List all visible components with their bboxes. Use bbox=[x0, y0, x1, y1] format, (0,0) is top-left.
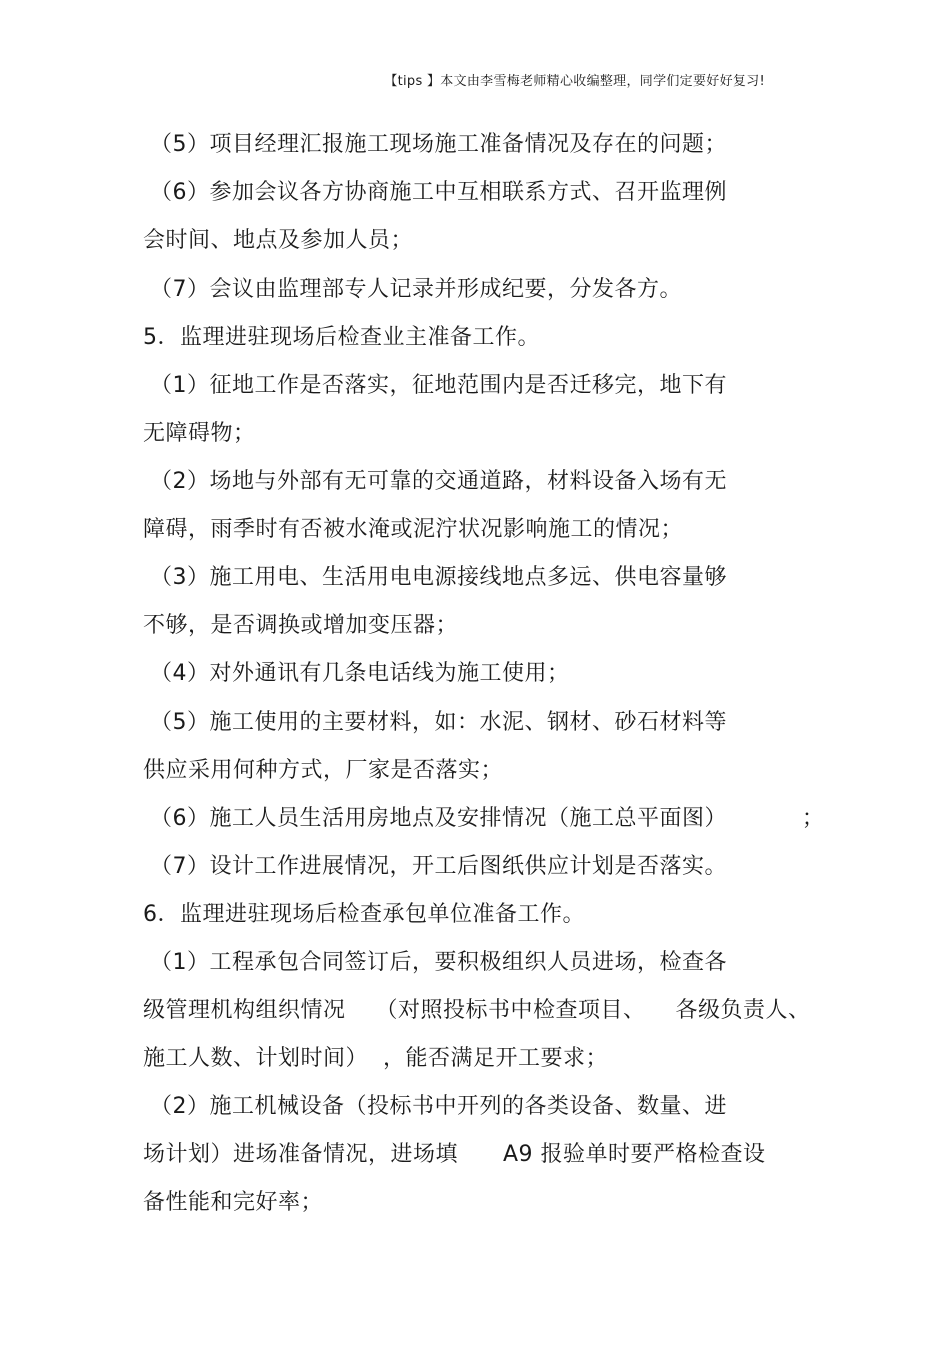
section-heading: 5．监理进驻现场后检查业主准备工作。 bbox=[143, 325, 540, 350]
section-heading: 6．监理进驻现场后检查承包单位准备工作。 bbox=[143, 902, 585, 927]
text-line: 障碍，雨季时有否被水淹或泥泞状况影响施工的情况； bbox=[143, 517, 684, 542]
text-line: 场计划）进场准备情况，进场填 A9 报验单时要严格检查设 bbox=[143, 1142, 766, 1167]
text-line: （3）施工用电、生活用电电源接线地点多远、供电容量够 bbox=[150, 565, 727, 590]
text-line: 级管理机构组织情况 （对照投标书中检查项目、 各级负责人、 bbox=[143, 998, 811, 1023]
text-line: 备性能和完好率； bbox=[143, 1190, 324, 1215]
text-line: （2）施工机械设备（投标书中开列的各类设备、数量、进 bbox=[150, 1094, 727, 1119]
text-line: （1）征地工作是否落实，征地范围内是否迁移完，地下有 bbox=[150, 373, 727, 398]
text-line: （1）工程承包合同签订后，要积极组织人员进场，检查各 bbox=[150, 950, 727, 975]
text-line: （2）场地与外部有无可靠的交通道路，材料设备入场有无 bbox=[150, 469, 727, 494]
text-line: 不够，是否调换或增加变压器； bbox=[143, 613, 459, 638]
text-line: （6）施工人员生活用房地点及安排情况（施工总平面图） ； bbox=[150, 806, 825, 831]
text-line: （7）设计工作进展情况，开工后图纸供应计划是否落实。 bbox=[150, 854, 727, 879]
text-line: （6）参加会议各方协商施工中互相联系方式、召开监理例 bbox=[150, 180, 727, 205]
text-line: 施工人数、计划时间） ，能否满足开工要求； bbox=[143, 1046, 608, 1071]
text-line: （5）施工使用的主要材料，如：水泥、钢材、砂石材料等 bbox=[150, 710, 727, 735]
text-line: （4）对外通讯有几条电话线为施工使用； bbox=[150, 661, 570, 686]
text-line: 会时间、地点及参加人员； bbox=[143, 228, 414, 253]
text-line: 无障碍物； bbox=[143, 421, 256, 446]
text-line: （5）项目经理汇报施工现场施工准备情况及存在的问题； bbox=[150, 132, 727, 157]
text-line: （7）会议由监理部专人记录并形成纪要，分发各方。 bbox=[150, 277, 682, 302]
text-line: 供应采用何种方式，厂家是否落实； bbox=[143, 758, 504, 783]
header-note: 【tips 】本文由李雪梅老师精心收编整理，同学们定要好好复习! bbox=[384, 74, 765, 89]
